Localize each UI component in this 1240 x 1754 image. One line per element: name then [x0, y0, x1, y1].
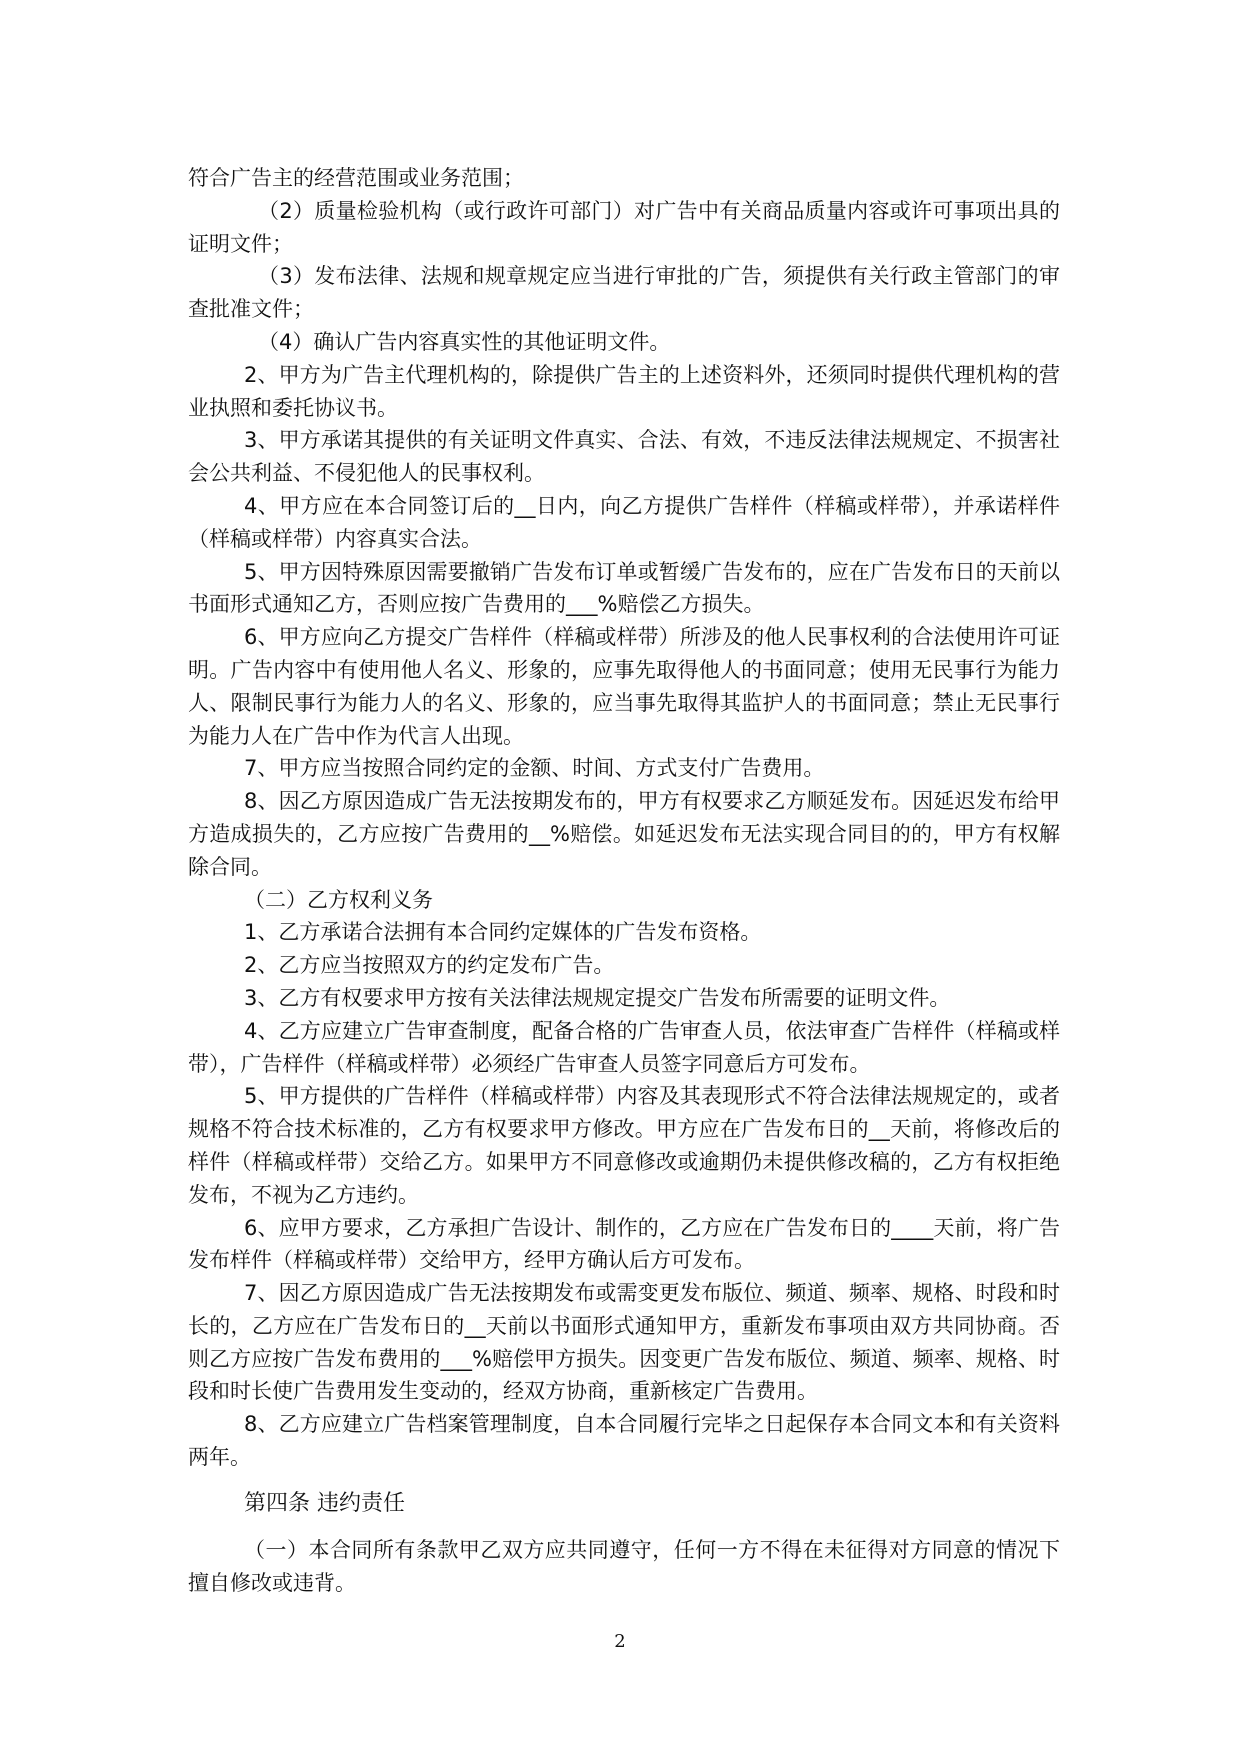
paragraph-party-b-4: 4、乙方应建立广告审查制度，配备合格的广告审查人员，依法审查广告样件（样稿或样带），广告样件（样稿或样带）必须经广告审查人员签字同意后方可发布。: [188, 1018, 1060, 1076]
paragraph-party-b-6: 6、应甲方要求，乙方承担广告设计、制作的，乙方应在广告发布日的____天前，将广告发布样件（样稿或样带）交给甲方，经甲方确认后方可发布。: [188, 1215, 1060, 1273]
page-number: 2: [614, 1631, 626, 1652]
paragraph-party-a-6: 6、甲方应向乙方提交广告样件（样稿或样带）所涉及的他人民事权利的合法使用许可证明。广告内容中有使用他人名义、形象的，应事先取得他人的书面同意；使用无民事行为能力人、限制民事行为能力人的名义、形象的，应当事先取得其监护人的书面同意；禁止无民事行为能力人在广告中作为代言人出现。: [188, 625, 1060, 748]
paragraph-item-4: （4）确认广告内容真实性的其他证明文件。: [258, 329, 671, 354]
subsection-heading-party-b: （二）乙方权利义务: [244, 887, 433, 912]
paragraph-party-a-3: 3、甲方承诺其提供的有关证明文件真实、合法、有效，不违反法律法规规定、不损害社会公共利益、不侵犯他人的民事权利。: [188, 428, 1060, 486]
paragraph-party-b-1: 1、乙方承诺合法拥有本合同约定媒体的广告发布资格。: [244, 920, 762, 945]
paragraph-item-3: （3）发布法律、法规和规章规定应当进行审批的广告，须提供有关行政主管部门的审查批准文件；: [188, 264, 1060, 322]
paragraph-party-b-7: 7、因乙方原因造成广告无法按期发布或需变更发布版位、频道、频率、规格、时段和时长的，乙方应在广告发布日的__天前以书面形式通知甲方，重新发布事项由双方共同协商。否则乙方应按广告发布费用的___%赔偿甲方损失。因变更广告发布版位、频道、频率、规格、时段和时长使广告费用发生变动的，经双方协商，重新核定广告费用。: [188, 1281, 1060, 1404]
paragraph-party-b-2: 2、乙方应当按照双方的约定发布广告。: [244, 953, 615, 978]
paragraph-continuation: 符合广告主的经营范围或业务范围；: [188, 166, 524, 190]
paragraph-party-a-2: 2、甲方为广告主代理机构的，除提供广告主的上述资料外，还须同时提供代理机构的营业执照和委托协议书。: [188, 362, 1060, 420]
paragraph-party-b-8: 8、乙方应建立广告档案管理制度，自本合同履行完毕之日起保存本合同文本和有关资料两年。: [188, 1412, 1060, 1470]
paragraph-item-2: （2）质量检验机构（或行政许可部门）对广告中有关商品质量内容或许可事项出具的证明文件；: [188, 198, 1060, 256]
document-body: [188, 162, 1060, 1599]
paragraph-party-b-5: 5、甲方提供的广告样件（样稿或样带）内容及其表现形式不符合法律法规规定的，或者规格不符合技术标准的，乙方有权要求甲方修改。甲方应在广告发布日的__天前，将修改后的样件（样稿或样带）交给乙方。如果甲方不同意修改或逾期仍未提供修改稿的，乙方有权拒绝发布，不视为乙方违约。: [188, 1084, 1060, 1207]
paragraph-party-a-5: 5、甲方因特殊原因需要撤销广告发布订单或暂缓广告发布的，应在广告发布日的天前以书面形式通知乙方，否则应按广告费用的___%赔偿乙方损失。: [188, 559, 1060, 617]
paragraph-party-a-8: 8、因乙方原因造成广告无法按期发布的，甲方有权要求乙方顺延发布。因延迟发布给甲方造成损失的，乙方应按广告费用的__%赔偿。如延迟发布无法实现合同目的的，甲方有权解除合同。: [188, 789, 1060, 879]
paragraph-party-b-3: 3、乙方有权要求甲方按有关法律法规规定提交广告发布所需要的证明文件。: [244, 985, 951, 1010]
section-heading-article-4: 第四条 违约责任: [244, 1490, 405, 1516]
paragraph-party-a-4: 4、甲方应在本合同签订后的__日内，向乙方提供广告样件（样稿或样带），并承诺样件（样稿或样带）内容真实合法。: [188, 493, 1060, 551]
paragraph-party-a-7: 7、甲方应当按照合同约定的金额、时间、方式支付广告费用。: [244, 756, 825, 781]
paragraph-breach-1: （一）本合同所有条款甲乙双方应共同遵守，任何一方不得在未征得对方同意的情况下擅自修改或违背。: [188, 1537, 1060, 1595]
